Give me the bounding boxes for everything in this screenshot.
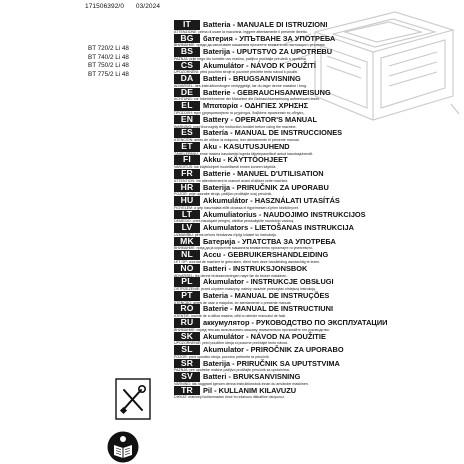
language-code: ES [174,128,200,138]
manual-title: Μπαταρία - ΟΔΗΓΙΕΣ ΧΡΗΣΗΣ [203,101,309,111]
language-code: HU [174,196,200,206]
manual-title: Accu - GEBRUIKERSHANDLEIDING [203,250,329,260]
language-row-lt [174,210,464,224]
warning-text: DİKKAT: makineyi kullanmadan önce bu kılavuzu dikkatlice okuyunuz. [174,395,285,400]
warning-text: ΠΡΟΣΟΧΗ: πριν χρησιμοποιήσετε το μηχάνημα, διαβάστε προσεκτικά τις οδηγίες. [174,110,305,115]
language-row-ro [174,304,464,318]
warning-text: ВНИМАНИЕ: преди да използвате машината прочетете внимателно настоящото упътване. [174,43,326,48]
warning-text: ADVARSEL: læs instruktionsbogen omhyggeligt, før du tager denne maskine i brug. [174,83,308,88]
language-row-no [174,264,464,278]
language-code: SV [174,372,200,382]
language-row-lv [174,223,464,237]
manual-title: Baterija - UPUTSTVO ZA UPOTREBU [203,47,333,57]
manual-title: Batterie - GEBRAUCHSANWEISUNG [203,87,331,97]
language-code: NL [174,250,200,260]
manual-title: Aku - KASUTUSJUHEND [203,141,290,151]
language-code: PT [174,291,200,301]
language-row-hr [174,183,464,197]
language-row-et [174,142,464,156]
model-name: BT 750/2 Li 48 [88,62,129,70]
language-row-sk [174,332,464,346]
language-code: FI [174,155,200,165]
document-date: 03/2024 [135,3,161,10]
warning-text: UPOZORNENIE: pred použitím stroja si pozorne prečítajte tento návod. [174,341,289,346]
language-row-sr [174,359,464,373]
manual-title: Baterie - MANUAL DE INSTRUCTIUNI [203,304,334,314]
manual-title: аккумулятор - РУКОВОДСТВО ПО ЭКСПЛУАТАЦИИ [203,318,388,328]
model-name: BT 775/2 Li 48 [88,70,129,78]
model-name: BT 740/2 Li 48 [88,53,129,61]
warning-text: VAROITUS: lue käyttöohjeet huolellisesti ennen koneen käyttöä. [174,165,277,170]
language-code: ET [174,142,200,152]
manual-title: Akumuliatorius - NAUDOJIMO INSTRUKCIJOS [203,209,366,219]
warning-text: PAŽNJA: pre upotrebe mašine pažljivo pročitajte priručnik sa uputstvima. [174,368,290,373]
warning-text: WARNING: read thoroughly the instruction booklet before using the machine. [174,124,297,129]
manual-title: Batteri - BRUKSANVISNING [203,372,301,382]
warning-text: DĖMESIO: prieš naudojant įrenginį, atidžiai perskaitykite naudotojo vadovą. [174,219,295,224]
manual-title: Batería - MANUAL DE INSTRUCCIONES [203,128,343,138]
warning-text: ATENÇÃO: antes de usar a máquina, ler atentamente o presente manual. [174,300,292,305]
warning-text: ATTENTION: lire attentivement le manuel avant d'utiliser cette machine. [174,178,289,183]
language-code: SL [174,345,200,355]
warning-text: POZOR: pred uporabo stroja, pozorno preberite ta priročnik. [174,354,270,359]
manual-title: Akkumulátor - HASZNÁLATI UTASÍTÁS [203,196,340,206]
language-row-de [174,88,464,102]
warning-text: PAŽNJA: prije nego što koristite ovu mašinu, pažljivo pročitajte priručnik s uputama. [174,56,307,61]
manual-title: Akumulator - INSTRUKCJE OBSŁUGI [203,277,334,287]
language-code: DE [174,88,200,98]
manual-title: Batteri - INSTRUKSJONSBOK [203,263,308,273]
warning-text: TÄHELEPANU: enne masina kasutamist lugeda tähelepanelikult antud kasutusjuhendit. [174,151,314,156]
document-code: 171506392/0 [85,3,125,10]
language-code: EN [174,115,200,125]
manual-title: батерия - УПЪТВАНЕ ЗА УПОТРЕБА [203,33,336,43]
warning-text: LET OP: voordat de machine te gebruiken, dient men deze handleiding aandachtig te lezen. [174,259,321,264]
language-code: RU [174,318,200,328]
language-row-tr [174,386,464,400]
manual-title: Battery - OPERATOR'S MANUAL [203,114,317,124]
language-row-ru [174,318,464,332]
language-row-da [174,74,464,88]
language-row-bs [174,47,464,61]
warning-text: FIGYELEM: a gép használata előtt olvassa el figyelmesen a jelen kézikönyvet. [174,205,299,210]
manual-title: Baterija - PRIRUČNIK SA UPUTSTVIMA [203,358,340,368]
language-code: MK [174,237,200,247]
manual-title: Akumulátor - NÁVOD NA POUŽITIE [203,331,326,341]
warning-text: POZOR: prije uporabe stroja, pažljivo pročitajte ovaj priručnik. [174,192,273,197]
warning-text: UZMANĪBU: pirms ierīces lietošanas rūpīgi izlasiet šo instrukciju. [174,232,278,237]
manual-title: Batteri - BRUGSANVISNING [203,74,301,84]
manual-title: Baterija - PRIRUČNIK ZA UPORABU [203,182,329,192]
language-code: EL [174,101,200,111]
language-code: BG [174,34,200,44]
warning-text: ACHTUNG: vor Inbetriebnahme der Maschine die Gebrauchsanweisung aufmerksam lesen. [174,97,321,102]
wrench-screwdriver-icon [115,378,151,420]
manual-title: Akku - KÄYTTÖOHJEET [203,155,288,165]
language-code: IT [174,20,200,30]
manual-title: Batteria - MANUALE DI ISTRUZIONI [203,20,328,29]
warning-text: ВНИМАНИЕ: перед тем как использовать машину, внимательно прочитайте это руководство. [174,327,330,332]
manual-title: Pil - KULLANIM KILAVUZU [203,385,297,395]
language-row-bg [174,34,464,48]
language-row-sl [174,345,464,359]
manual-title: Akumulator - PRIROČNIK ZA UPORABO [203,345,344,355]
document-code-line [85,3,160,10]
language-row-pt [174,291,464,305]
language-code: HR [174,183,200,193]
manual-title: Bateria - MANUAL DE INSTRUÇÕES [203,290,330,300]
language-code: FR [174,169,200,179]
language-code: BS [174,47,200,57]
language-code: SK [174,332,200,342]
manual-title: Батерија - УПАТСТВА ЗА УПОТРЕБА [203,236,336,246]
warning-text: ADVARSEL: les denne bruksanvisningen nøye før du bruker maskinen. [174,273,288,278]
language-row-el [174,101,464,115]
language-list [174,20,464,399]
language-code: SR [174,359,200,369]
language-row-pl [174,277,464,291]
warning-text: ATENȚIE: înainte de a utiliza mașina, citiți cu atenție manualul de față. [174,314,286,319]
warning-text: VARNING: läs noggrant igenom denna instruktionsbok innan du använder maskinen. [174,381,309,386]
model-list [88,45,129,79]
language-code: LV [174,223,200,233]
read-manual-icon [107,431,139,463]
language-row-mk [174,237,464,251]
warning-text: UPOZORNĚNÍ: před použitím stroje si pozorně přečtěte tento návod k použití. [174,70,299,75]
manual-title: Batterie - MANUEL D'UTILISATION [203,169,324,179]
language-row-fr [174,169,464,183]
language-row-hu [174,196,464,210]
language-code: PL [174,277,200,287]
warning-text: ATENCIÓN: antes de utilizar la máquina, leer atentamente el presente manual. [174,138,300,143]
language-row-fi [174,155,464,169]
language-code: DA [174,74,200,84]
language-row-sv [174,372,464,386]
language-code: TR [174,386,200,396]
warning-text: OSTRZEŻENIE: przed użyciem maszyny, należy uważnie przeczytać niniejszą instrukcję. [174,287,317,292]
language-row-es [174,128,464,142]
warning-text: ВНИМАНИЕ: пред да ја користите машината внимателно прочитајте го упатството. [174,246,313,251]
language-code: RO [174,304,200,314]
language-code: CS [174,61,200,71]
language-row-nl [174,250,464,264]
language-code: NO [174,264,200,274]
language-row-it [174,20,464,34]
warning-text: ATTENZIONE: prima di usare la macchina, leggere attentamente il presente libretto. [174,29,308,34]
model-name: BT 720/2 Li 48 [88,45,129,52]
manual-title: Akumulátor - NÁVOD K POUŽITÍ [203,60,316,70]
language-row-en [174,115,464,129]
manual-title: Akumulators - LIETOŠANAS INSTRUKCIJA [203,223,354,233]
language-code: LT [174,210,200,220]
language-row-cs [174,61,464,75]
